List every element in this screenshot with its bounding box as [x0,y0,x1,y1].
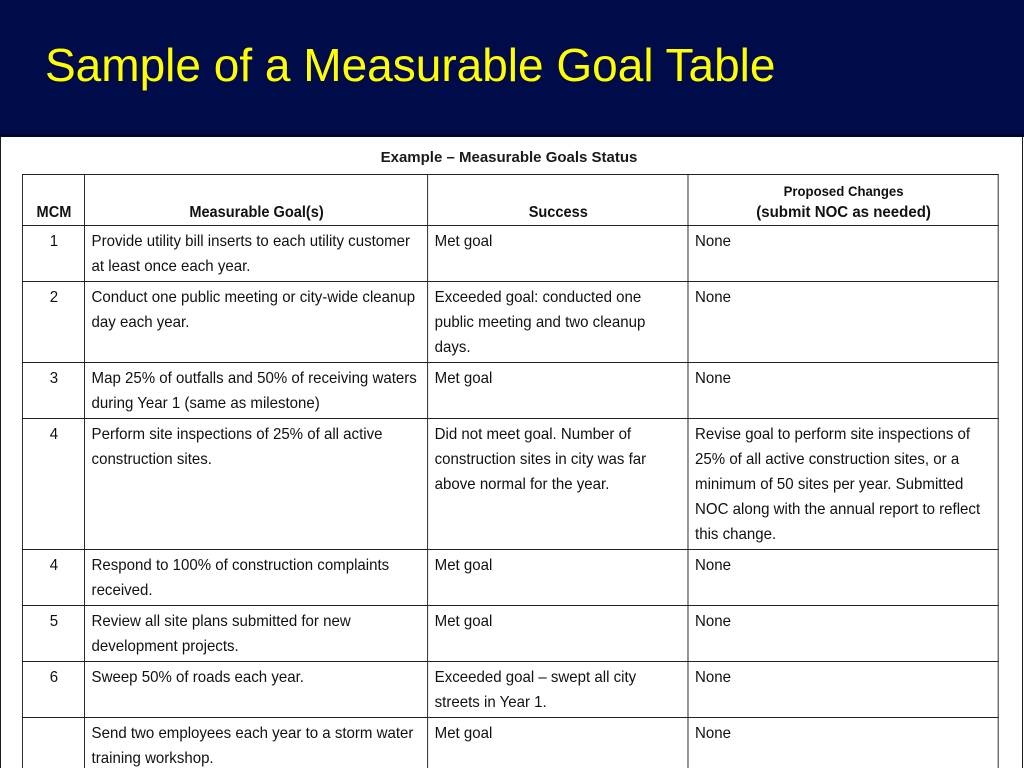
header-proposed-changes-line1: Proposed Changes [783,183,904,199]
table-row [22,226,998,282]
cell-mcm: 2 [22,282,84,363]
header-success: Success [428,175,688,226]
cell-mcm [22,718,84,768]
table-row [22,363,998,419]
cell-mcm: 4 [22,550,84,606]
cell-changes: None [688,363,998,419]
table-row [22,662,998,718]
cell-success: Met goal [428,363,688,419]
cell-success: Met goal [428,226,688,282]
cell-changes: Revise goal to perform site inspections of 25% of all active construction sites, or a minimum of 50 sites per year. Submitted NOC along with the annual report to reflect this change. [688,419,998,550]
header-proposed-changes [688,175,998,226]
cell-changes: None [688,606,998,662]
cell-goal: Send two employees each year to a storm water training workshop. [85,718,428,768]
cell-goal: Respond to 100% of construction complaints received. [85,550,428,606]
header-proposed-changes-line2: (submit NOC as needed) [756,204,931,221]
table-row [22,419,998,550]
cell-changes: None [688,226,998,282]
table-row [22,282,998,363]
cell-success: Met goal [428,718,688,768]
cell-mcm: 4 [22,419,84,550]
table-row [22,606,998,662]
right-frame-line [1022,137,1023,768]
cell-goal: Provide utility bill inserts to each utility customer at least once each year. [85,226,428,282]
cell-mcm: 5 [22,606,84,662]
cell-changes: None [688,662,998,718]
cell-mcm: 1 [22,226,84,282]
cell-changes: None [688,718,998,768]
left-frame-line [0,137,1,768]
cell-goal: Sweep 50% of roads each year. [85,662,428,718]
slide-title: Sample of a Measurable Goal Table [45,39,776,91]
table-header-row [22,175,998,226]
cell-goal: Perform site inspections of 25% of all active construction sites. [85,419,428,550]
cell-mcm: 6 [22,662,84,718]
cell-changes: None [688,282,998,363]
table-row [22,550,998,606]
cell-goal: Conduct one public meeting or city-wide cleanup day each year. [85,282,428,363]
cell-goal: Map 25% of outfalls and 50% of receiving waters during Year 1 (same as milestone) [85,363,428,419]
title-bar [0,0,1024,137]
header-mcm: MCM [22,175,84,226]
table-row [22,718,998,768]
measurable-goals-table [22,174,999,768]
cell-success: Exceeded goal – swept all city streets in Year 1. [428,662,688,718]
cell-goal: Review all site plans submitted for new development projects. [85,606,428,662]
cell-success: Met goal [428,550,688,606]
cell-success: Did not meet goal. Number of construction sites in city was far above normal for the year. [428,419,688,550]
cell-mcm: 3 [22,363,84,419]
header-measurable-goals: Measurable Goal(s) [85,175,428,226]
cell-changes: None [688,550,998,606]
cell-success: Exceeded goal: conducted one public meeting and two cleanup days. [428,282,688,363]
table-caption-text: Example – Measurable Goals Status [380,149,638,166]
cell-success: Met goal [428,606,688,662]
table-caption [0,147,1024,169]
